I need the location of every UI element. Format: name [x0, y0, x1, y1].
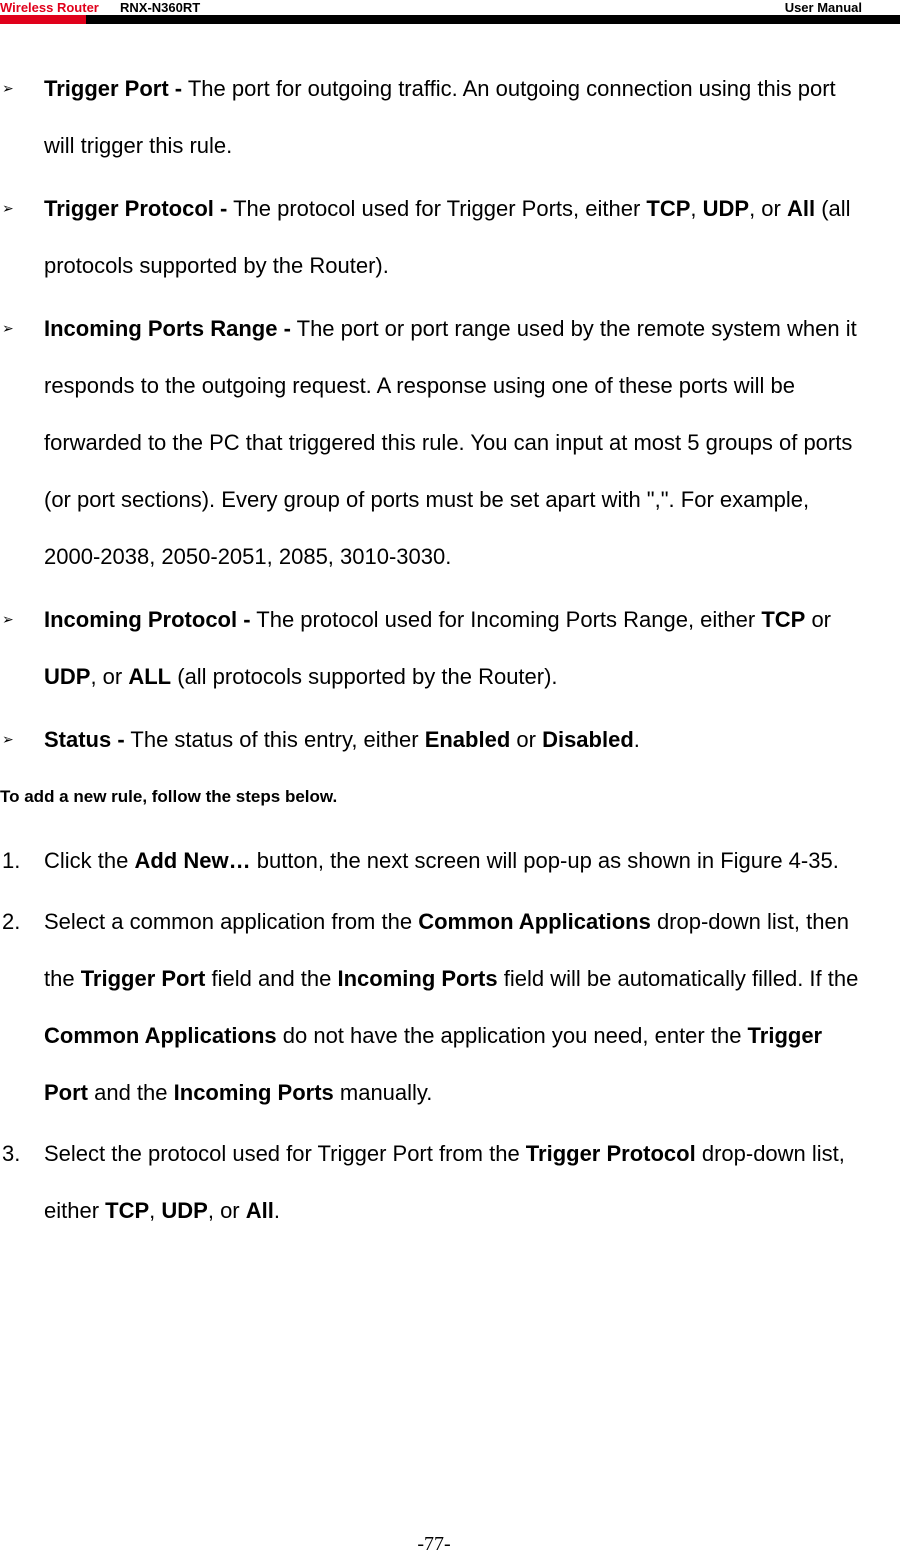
step-item: [0, 832, 900, 889]
bold-text: Common Applications: [418, 909, 651, 934]
bold-text: Incoming Ports: [173, 1080, 334, 1105]
definition-item: [0, 711, 900, 768]
bold-text: Disabled: [542, 727, 634, 752]
body-text: or: [805, 607, 832, 632]
bold-text: TCP: [761, 607, 806, 632]
bold-text: Enabled: [424, 727, 511, 752]
body-text: .: [633, 727, 640, 752]
arrow-bullet-icon: ➢: [2, 731, 14, 747]
definition-item: [0, 180, 900, 294]
step-number: 1.: [2, 848, 21, 873]
body-text: (all protocols supported by the Router).: [171, 664, 558, 689]
bold-text: TCP: [646, 196, 691, 221]
body-text: drop-down list, either: [44, 1141, 845, 1223]
bold-text: ALL: [128, 664, 172, 689]
header-manual-title: User Manual: [784, 0, 862, 15]
header-accent-bar: [0, 15, 86, 24]
body-text: .: [273, 1198, 280, 1223]
body-text: ,: [149, 1198, 162, 1223]
bold-text: All: [245, 1198, 274, 1223]
bold-text: Trigger Port: [44, 1023, 823, 1105]
body-text: The port for outgoing traffic. An outgoing connection using this port will trigger this rule.: [44, 76, 836, 158]
bold-text: UDP: [44, 664, 91, 689]
body-text: and the: [88, 1080, 174, 1105]
arrow-bullet-icon: ➢: [2, 80, 14, 96]
page-content: [0, 60, 900, 1243]
header-brand: Wireless Router: [0, 0, 99, 15]
steps-list: [0, 832, 900, 1239]
body-text: ,: [690, 196, 703, 221]
definition-item: [0, 60, 900, 174]
body-text: manually.: [333, 1080, 433, 1105]
bold-text: All: [786, 196, 816, 221]
bold-text: Trigger Port: [80, 966, 206, 991]
bold-text: TCP: [105, 1198, 150, 1223]
body-text: , or: [90, 664, 129, 689]
body-text: drop-down list, then the: [44, 909, 849, 991]
definition-item: [0, 300, 900, 585]
arrow-bullet-icon: ➢: [2, 320, 14, 336]
body-text: Select a common application from the: [44, 909, 419, 934]
definition-term: Incoming Protocol -: [44, 607, 251, 632]
body-text: The protocol used for Incoming Ports Range, either: [250, 607, 762, 632]
bold-text: Common Applications: [44, 1023, 277, 1048]
definition-term: Incoming Ports Range -: [44, 316, 291, 341]
body-text: , or: [749, 196, 787, 221]
arrow-bullet-icon: ➢: [2, 200, 14, 216]
definition-term: Status -: [44, 727, 125, 752]
body-text: The protocol used for Trigger Ports, either: [227, 196, 647, 221]
bold-text: UDP: [702, 196, 750, 221]
body-text: The port or port range used by the remote system when it responds to the outgoing request. A response using one of these ports will be forwarded to the PC that triggered this rule. You can input at most 5 groups of ports (or port sections). Every group of ports must be set apart with ",". For example, 2000-2038, 2050-2051, 2085, 3010-3030.: [44, 316, 857, 569]
page-header: [0, 0, 900, 24]
definition-term: Trigger Protocol -: [44, 196, 228, 221]
bold-text: Add New…: [134, 848, 251, 873]
definition-list: [0, 60, 900, 768]
bold-text: UDP: [161, 1198, 208, 1223]
body-text: button, the next screen will pop-up as shown in Figure 4-35.: [250, 848, 839, 873]
step-number: 3.: [2, 1141, 21, 1166]
steps-intro: To add a new rule, follow the steps below.: [0, 787, 338, 806]
bold-text: Trigger Protocol: [525, 1141, 696, 1166]
body-text: (all protocols supported by the Router).: [44, 196, 851, 278]
step-item: [0, 1125, 900, 1239]
definition-term: Trigger Port -: [44, 76, 183, 101]
body-text: The status of this entry, either: [124, 727, 425, 752]
body-text: Click the: [44, 848, 135, 873]
body-text: field and the: [205, 966, 338, 991]
body-text: do not have the application you need, enter the: [276, 1023, 748, 1048]
step-item: [0, 893, 900, 1121]
header-rule-bar: [86, 15, 900, 24]
body-text: field will be automatically filled. If the: [497, 966, 859, 991]
page-number: -77-: [417, 1533, 451, 1555]
bold-text: Incoming Ports: [337, 966, 498, 991]
body-text: , or: [207, 1198, 246, 1223]
header-model: RNX-N360RT: [120, 0, 201, 15]
definition-item: [0, 591, 900, 705]
step-number: 2.: [2, 909, 21, 934]
body-text: or: [510, 727, 543, 752]
body-text: Select the protocol used for Trigger Port from the: [44, 1141, 526, 1166]
arrow-bullet-icon: ➢: [2, 611, 14, 627]
